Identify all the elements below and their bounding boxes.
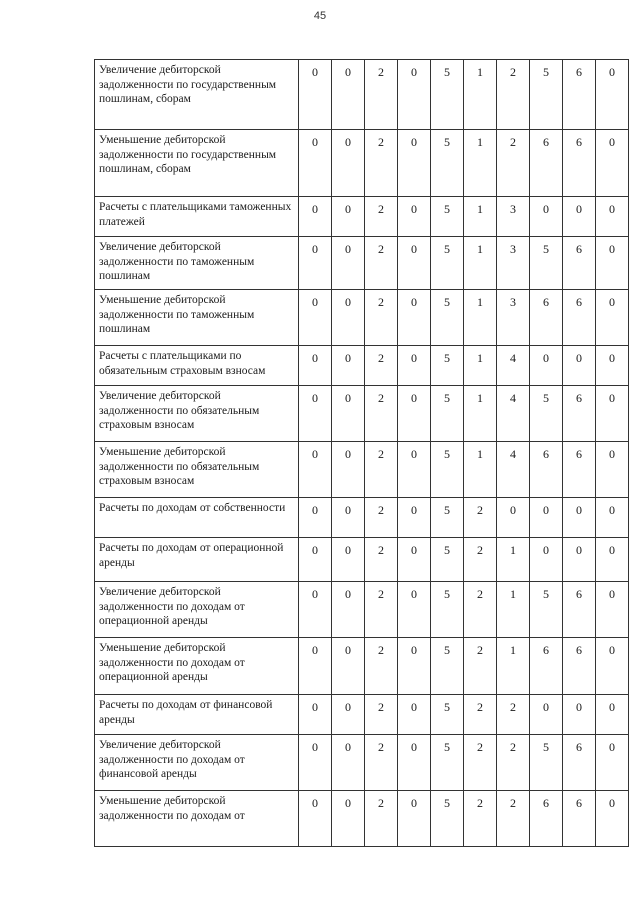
code-digit: 0 xyxy=(398,498,431,538)
account-codes-table xyxy=(94,59,629,847)
code-digit: 2 xyxy=(365,130,398,197)
code-digit: 6 xyxy=(530,130,563,197)
code-digit: 2 xyxy=(497,791,530,847)
code-digit: 0 xyxy=(596,60,629,130)
code-digit: 2 xyxy=(365,498,398,538)
code-digit: 0 xyxy=(332,60,365,130)
table-row xyxy=(95,442,629,498)
code-digit: 2 xyxy=(365,346,398,386)
table-row xyxy=(95,538,629,582)
code-digit: 5 xyxy=(530,60,563,130)
code-digit: 4 xyxy=(497,442,530,498)
code-digit: 0 xyxy=(596,442,629,498)
code-digit: 0 xyxy=(299,538,332,582)
code-digit: 1 xyxy=(464,237,497,290)
code-digit: 2 xyxy=(365,386,398,442)
code-digit: 6 xyxy=(563,735,596,791)
code-digit: 0 xyxy=(596,290,629,346)
code-digit: 1 xyxy=(464,60,497,130)
code-digit: 5 xyxy=(431,498,464,538)
code-digit: 0 xyxy=(596,638,629,695)
table-row xyxy=(95,638,629,695)
code-digit: 0 xyxy=(530,538,563,582)
code-digit: 1 xyxy=(497,538,530,582)
table-row xyxy=(95,735,629,791)
code-digit: 5 xyxy=(530,386,563,442)
code-digit: 0 xyxy=(299,60,332,130)
table-row xyxy=(95,386,629,442)
code-digit: 0 xyxy=(398,695,431,735)
row-label: Увеличение дебиторской задолженности по таможенным пошлинам xyxy=(95,237,299,290)
code-digit: 6 xyxy=(530,638,563,695)
code-digit: 6 xyxy=(563,791,596,847)
code-digit: 0 xyxy=(398,197,431,237)
code-digit: 1 xyxy=(464,442,497,498)
table-row xyxy=(95,60,629,130)
code-digit: 5 xyxy=(431,735,464,791)
page-number: 45 xyxy=(313,10,327,22)
code-digit: 5 xyxy=(431,237,464,290)
table-row xyxy=(95,346,629,386)
code-digit: 6 xyxy=(530,442,563,498)
code-digit: 0 xyxy=(299,735,332,791)
code-digit: 6 xyxy=(563,582,596,638)
code-digit: 6 xyxy=(563,130,596,197)
code-digit: 5 xyxy=(431,442,464,498)
code-digit: 0 xyxy=(596,582,629,638)
code-digit: 0 xyxy=(530,695,563,735)
code-digit: 6 xyxy=(563,386,596,442)
code-digit: 0 xyxy=(596,735,629,791)
code-digit: 0 xyxy=(299,386,332,442)
code-digit: 0 xyxy=(398,290,431,346)
code-digit: 0 xyxy=(299,346,332,386)
code-digit: 6 xyxy=(530,791,563,847)
code-digit: 0 xyxy=(563,197,596,237)
code-digit: 0 xyxy=(398,237,431,290)
code-digit: 0 xyxy=(299,130,332,197)
code-digit: 2 xyxy=(464,638,497,695)
code-digit: 0 xyxy=(398,791,431,847)
code-digit: 6 xyxy=(563,638,596,695)
code-digit: 0 xyxy=(530,498,563,538)
code-digit: 1 xyxy=(464,130,497,197)
code-digit: 0 xyxy=(332,538,365,582)
code-digit: 2 xyxy=(464,791,497,847)
code-digit: 4 xyxy=(497,346,530,386)
code-digit: 2 xyxy=(464,695,497,735)
table-row xyxy=(95,695,629,735)
code-digit: 1 xyxy=(497,638,530,695)
code-digit: 2 xyxy=(365,638,398,695)
code-digit: 0 xyxy=(530,346,563,386)
code-digit: 0 xyxy=(299,442,332,498)
table-row xyxy=(95,582,629,638)
code-digit: 1 xyxy=(464,386,497,442)
row-label: Увеличение дебиторской задолженности по доходам от финансовой аренды xyxy=(95,735,299,791)
code-digit: 3 xyxy=(497,237,530,290)
code-digit: 2 xyxy=(365,791,398,847)
code-digit: 2 xyxy=(365,60,398,130)
code-digit: 5 xyxy=(431,290,464,346)
code-digit: 0 xyxy=(332,237,365,290)
code-digit: 5 xyxy=(431,638,464,695)
code-digit: 2 xyxy=(464,735,497,791)
code-digit: 2 xyxy=(365,695,398,735)
code-digit: 0 xyxy=(332,791,365,847)
code-digit: 0 xyxy=(596,346,629,386)
code-digit: 2 xyxy=(365,538,398,582)
table-row xyxy=(95,290,629,346)
code-digit: 0 xyxy=(596,237,629,290)
code-digit: 0 xyxy=(398,735,431,791)
code-digit: 5 xyxy=(530,237,563,290)
code-digit: 2 xyxy=(365,197,398,237)
code-digit: 0 xyxy=(332,346,365,386)
table-row xyxy=(95,498,629,538)
table-row xyxy=(95,197,629,237)
table-row xyxy=(95,237,629,290)
code-digit: 6 xyxy=(563,290,596,346)
row-label: Увеличение дебиторской задолженности по государственным пошлинам, сборам xyxy=(95,60,299,130)
code-digit: 0 xyxy=(563,346,596,386)
code-digit: 2 xyxy=(365,735,398,791)
code-digit: 0 xyxy=(398,386,431,442)
code-digit: 6 xyxy=(530,290,563,346)
row-label: Уменьшение дебиторской задолженности по таможенным пошлинам xyxy=(95,290,299,346)
code-digit: 5 xyxy=(431,197,464,237)
code-digit: 1 xyxy=(464,290,497,346)
code-digit: 1 xyxy=(497,582,530,638)
code-digit: 0 xyxy=(332,498,365,538)
code-digit: 0 xyxy=(398,60,431,130)
row-label: Уменьшение дебиторской задолженности по доходам от операционной аренды xyxy=(95,638,299,695)
code-digit: 5 xyxy=(431,346,464,386)
code-digit: 2 xyxy=(497,695,530,735)
row-label: Увеличение дебиторской задолженности по доходам от операционной аренды xyxy=(95,582,299,638)
row-label: Расчеты по доходам от собственности xyxy=(95,498,299,538)
code-digit: 0 xyxy=(332,386,365,442)
code-digit: 0 xyxy=(299,695,332,735)
code-digit: 0 xyxy=(398,638,431,695)
code-digit: 0 xyxy=(332,735,365,791)
code-digit: 0 xyxy=(299,498,332,538)
code-digit: 0 xyxy=(332,582,365,638)
code-digit: 0 xyxy=(596,386,629,442)
row-label: Расчеты по доходам от операционной аренды xyxy=(95,538,299,582)
code-digit: 2 xyxy=(497,735,530,791)
code-digit: 0 xyxy=(497,498,530,538)
code-digit: 5 xyxy=(431,791,464,847)
code-digit: 0 xyxy=(596,791,629,847)
row-label: Уменьшение дебиторской задолженности по обязательным страховым взносам xyxy=(95,442,299,498)
code-digit: 0 xyxy=(332,197,365,237)
code-digit: 0 xyxy=(530,197,563,237)
code-digit: 0 xyxy=(596,130,629,197)
code-digit: 5 xyxy=(431,582,464,638)
code-digit: 5 xyxy=(431,60,464,130)
code-digit: 2 xyxy=(497,130,530,197)
row-label: Расчеты с плательщиками таможенных платежей xyxy=(95,197,299,237)
row-label: Уменьшение дебиторской задолженности по государственным пошлинам, сборам xyxy=(95,130,299,197)
code-digit: 0 xyxy=(398,346,431,386)
code-digit: 0 xyxy=(332,290,365,346)
code-digit: 0 xyxy=(596,695,629,735)
code-digit: 2 xyxy=(497,60,530,130)
row-label: Расчеты по доходам от финансовой аренды xyxy=(95,695,299,735)
code-digit: 0 xyxy=(398,538,431,582)
code-digit: 0 xyxy=(596,197,629,237)
code-digit: 5 xyxy=(431,695,464,735)
code-digit: 5 xyxy=(530,735,563,791)
code-digit: 4 xyxy=(497,386,530,442)
code-digit: 0 xyxy=(398,582,431,638)
code-digit: 0 xyxy=(299,791,332,847)
code-digit: 0 xyxy=(299,197,332,237)
code-digit: 0 xyxy=(596,498,629,538)
code-digit: 0 xyxy=(563,498,596,538)
row-label: Увеличение дебиторской задолженности по обязательным страховым взносам xyxy=(95,386,299,442)
code-digit: 3 xyxy=(497,197,530,237)
code-digit: 5 xyxy=(431,130,464,197)
code-digit: 0 xyxy=(398,442,431,498)
code-digit: 0 xyxy=(332,638,365,695)
code-digit: 2 xyxy=(365,290,398,346)
code-digit: 2 xyxy=(365,237,398,290)
code-digit: 0 xyxy=(299,237,332,290)
table-row xyxy=(95,130,629,197)
code-digit: 0 xyxy=(398,130,431,197)
code-digit: 2 xyxy=(464,538,497,582)
code-digit: 0 xyxy=(299,638,332,695)
code-digit: 2 xyxy=(365,582,398,638)
code-digit: 1 xyxy=(464,197,497,237)
code-digit: 6 xyxy=(563,60,596,130)
row-label: Расчеты с плательщиками по обязательным страховым взносам xyxy=(95,346,299,386)
code-digit: 2 xyxy=(365,442,398,498)
code-digit: 3 xyxy=(497,290,530,346)
code-digit: 0 xyxy=(299,290,332,346)
code-digit: 0 xyxy=(563,538,596,582)
code-digit: 5 xyxy=(431,538,464,582)
row-label: Уменьшение дебиторской задолженности по доходам от xyxy=(95,791,299,847)
code-digit: 6 xyxy=(563,237,596,290)
table-row xyxy=(95,791,629,847)
code-digit: 1 xyxy=(464,346,497,386)
code-digit: 0 xyxy=(299,582,332,638)
code-digit: 5 xyxy=(530,582,563,638)
code-digit: 0 xyxy=(332,130,365,197)
code-digit: 2 xyxy=(464,582,497,638)
code-digit: 0 xyxy=(563,695,596,735)
code-digit: 0 xyxy=(332,442,365,498)
code-digit: 6 xyxy=(563,442,596,498)
code-digit: 2 xyxy=(464,498,497,538)
table-body xyxy=(95,60,629,847)
code-digit: 5 xyxy=(431,386,464,442)
code-digit: 0 xyxy=(332,695,365,735)
code-digit: 0 xyxy=(596,538,629,582)
